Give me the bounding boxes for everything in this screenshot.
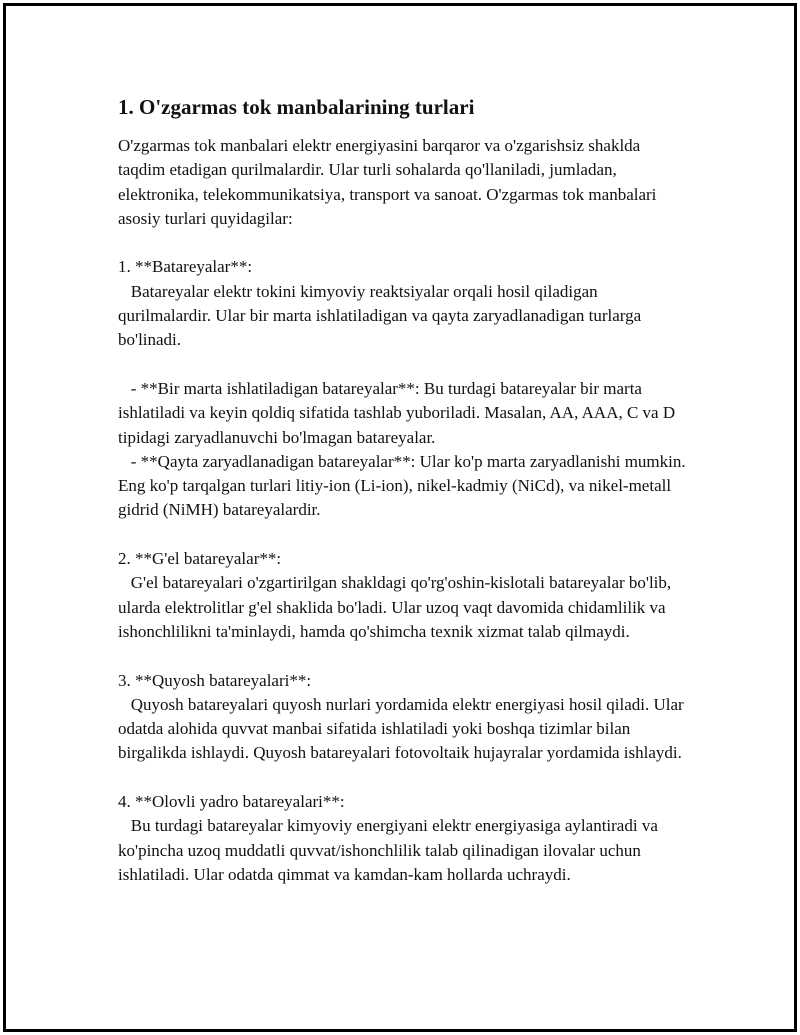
section-heading-olovli-yadro: 4. **Olovli yadro batareyalari**: bbox=[118, 792, 345, 812]
section-heading-quyosh: 3. **Quyosh batareyalari**: bbox=[118, 670, 312, 690]
spacer bbox=[118, 231, 688, 255]
intro-paragraph: O'zgarmas tok manbalari elektr energiyasini barqaror va o'zgarishsiz shaklda taqdim etadigan qurilmalardir. Ular turli sohalarda qo'llaniladi, jumladan, elektronika, telekommunikatsiya, transport va sanoat. O'zgarmas tok manbalari asosiy turlari quyidagilar: bbox=[118, 136, 661, 228]
section-body-quyosh: Quyosh batareyalari quyosh nurlari yordamida elektr energiyasi hosil qiladi. Ular odatda alohida quvvat manbai sifatida ishlatiladi yoki boshqa tizimlar bilan birgalikda ishlaydi. Quyosh batareyalari fotovoltaik hujayralar yordamida ishlaydi. bbox=[118, 694, 688, 763]
document-body bbox=[118, 94, 688, 887]
spacer bbox=[118, 644, 688, 668]
section-body-gel: G'el batareyalari o'zgartirilgan shakldagi qo'rg'oshin-kislotali batareyalar bo'lib, ularda elektrolitlar g'el shaklida bo'ladi. Ular uzoq vaqt davomida chidamlilik va ishonchlilikni ta'minlaydi, hamda qo'shimcha texnik xizmat talab qilmaydi. bbox=[118, 573, 676, 641]
spacer bbox=[118, 766, 688, 790]
spacer bbox=[118, 353, 688, 377]
spacer bbox=[118, 523, 688, 547]
document-title: 1. O'zgarmas tok manbalarining turlari bbox=[118, 95, 475, 119]
section-heading-batareyalar: 1. **Batareyalar**: bbox=[118, 257, 253, 277]
section-body-batareyalar: Batareyalar elektr tokini kimyoviy reaktsiyalar orqali hosil qiladigan qurilmalardir. Ular bir marta ishlatiladigan va qayta zaryadlanadigan turlarga bo'linadi. bbox=[118, 281, 646, 350]
sub-item-qayta-zaryadlanadigan: - **Qayta zaryadlanadigan batareyalar**: Ular ko'p marta zaryadlanishi mumkin. Eng ko'p tarqalgan turlari litiy-ion (Li-ion), nikel-kadmiy (NiCd), va nikel-metall gidrid (NiMH) batareyalardir. bbox=[118, 451, 690, 520]
section-heading-gel: 2. **G'el batareyalar**: bbox=[118, 549, 282, 569]
sub-item-bir-marta: - **Bir marta ishlatiladigan batareyalar**: Bu turdagi batareyalar bir marta ishlatiladi va keyin qoldiq sifatida tashlab yuboriladi. Masalan, AA, AAA, C va D tipidagi zaryadlanuvchi bo'lmagan batareyalar. bbox=[118, 378, 680, 447]
section-body-olovli-yadro: Bu turdagi batareyalar kimyoviy energiyani elektr energiyasiga aylantiradi va ko'pincha uzoq muddatli quvvat/ishonchlilik talab qilinadigan ilovalar uchun ishlatiladi. Ular odatda qimmat va kamdan-kam hollarda uchraydi. bbox=[118, 816, 663, 884]
